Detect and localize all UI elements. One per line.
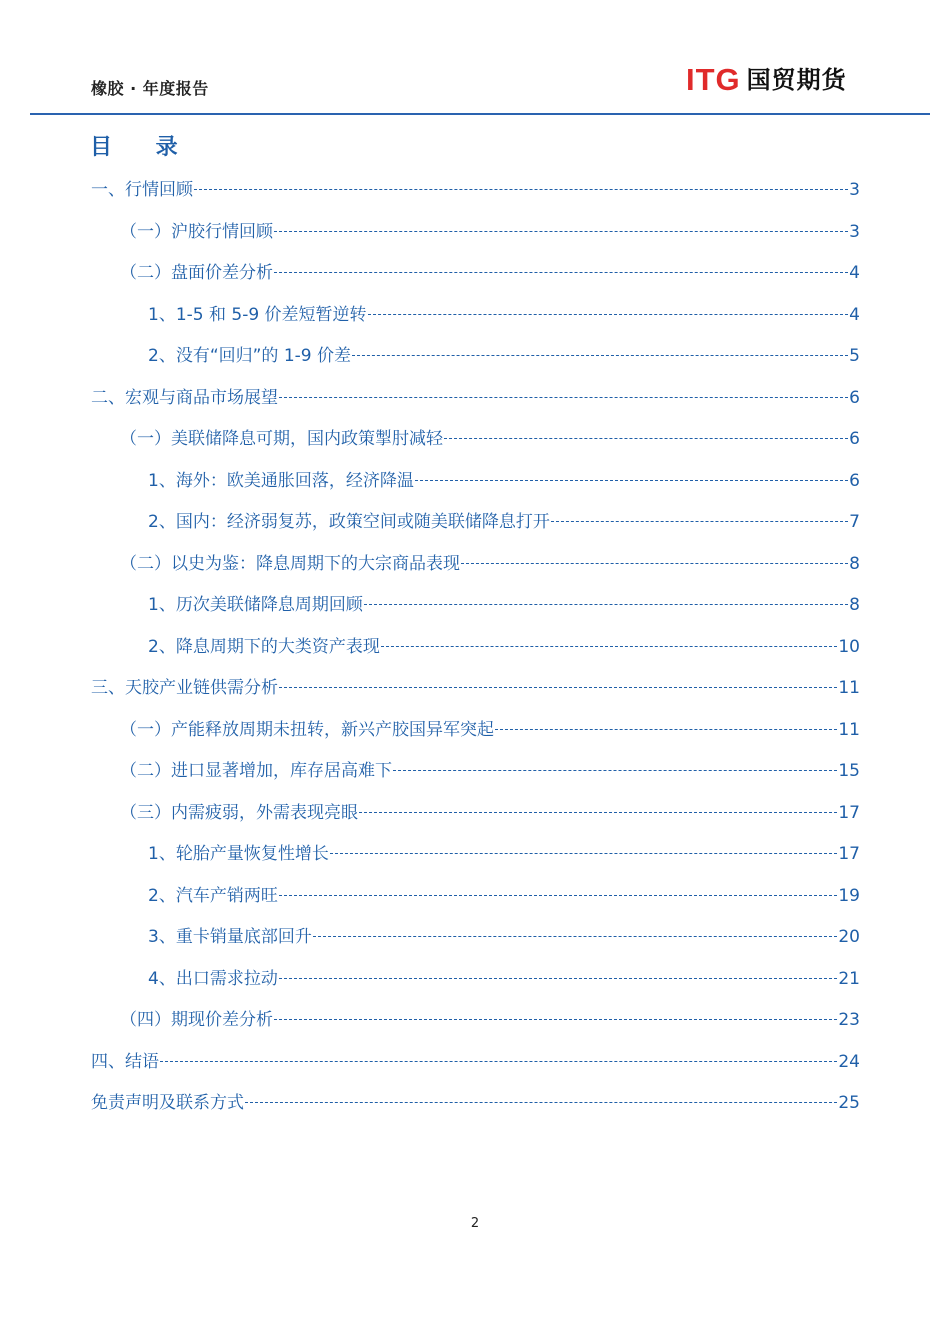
toc-entry-label: 免责声明及联系方式 xyxy=(91,1093,244,1113)
toc-entry-label: 2、国内：经济弱复苏，政策空间或随美联储降息打开 xyxy=(148,512,550,532)
toc-entry[interactable] xyxy=(91,175,860,201)
toc-leader-dashes xyxy=(279,977,838,979)
toc-entry-label: （二）进口显著增加，库存居高难下 xyxy=(120,761,392,781)
toc-leader-dashes xyxy=(495,728,837,730)
toc-entry-page: 17 xyxy=(838,803,860,823)
report-header-title: 橡胶 · 年度报告 xyxy=(91,79,209,98)
toc-entry-label: 2、没有“回归”的 1-9 价差 xyxy=(148,346,352,366)
toc-entry-label: （三）内需疲弱，外需表现亮眼 xyxy=(120,803,358,823)
toc-leader-dashes xyxy=(359,811,837,813)
toc-entry-page: 23 xyxy=(838,1010,860,1030)
toc-entry-page: 20 xyxy=(838,927,860,947)
toc-entry-page: 10 xyxy=(838,637,860,657)
toc-leader-dashes xyxy=(279,686,837,688)
toc-entry-page: 3 xyxy=(849,180,860,200)
toc-entry-label: 3、重卡销量底部回升 xyxy=(148,927,312,947)
toc-leader-dashes xyxy=(279,396,848,398)
toc-entry-page: 19 xyxy=(838,886,860,906)
toc-leader-dashes xyxy=(461,562,848,564)
toc-entry-page: 4 xyxy=(849,263,860,283)
page-number: 2 xyxy=(470,1216,480,1231)
toc-entry-label: （二）盘面价差分析 xyxy=(120,263,273,283)
toc-leader-dashes xyxy=(313,935,838,937)
toc-entry[interactable] xyxy=(148,590,860,616)
toc-entry-page: 7 xyxy=(849,512,860,532)
toc-entry-label: 4、出口需求拉动 xyxy=(148,969,278,989)
toc-entry-page: 3 xyxy=(849,222,860,242)
toc-leader-dashes xyxy=(274,1018,837,1020)
toc-leader-dashes xyxy=(245,1101,837,1103)
toc-entry-page: 11 xyxy=(838,678,860,698)
toc-entry-label: （二）以史为鉴：降息周期下的大宗商品表现 xyxy=(120,554,460,574)
toc-entry[interactable] xyxy=(148,964,860,990)
toc-entry-page: 24 xyxy=(838,1052,860,1072)
toc-entry-page: 21 xyxy=(838,969,860,989)
toc-entry-page: 6 xyxy=(849,388,860,408)
toc-entry[interactable] xyxy=(91,1088,860,1114)
toc-leader-dashes xyxy=(160,1060,837,1062)
company-logo xyxy=(686,60,847,100)
toc-leader-dashes xyxy=(444,437,848,439)
toc-entry[interactable] xyxy=(91,1047,860,1073)
toc-entry-label: （一）美联储降息可期，国内政策掣肘减轻 xyxy=(120,429,443,449)
toc-entry[interactable] xyxy=(148,922,860,948)
toc-entry[interactable] xyxy=(120,424,860,450)
toc-entry[interactable] xyxy=(120,798,860,824)
toc-entry-label: （一）产能释放周期未扭转，新兴产胶国异军突起 xyxy=(120,720,494,740)
toc-entry-page: 8 xyxy=(849,554,860,574)
toc-entry-label: 1、历次美联储降息周期回顾 xyxy=(148,595,363,615)
toc-title: 目 录 xyxy=(90,135,196,160)
toc-leader-dashes xyxy=(393,769,837,771)
logo-text: 国贸期货 xyxy=(746,66,847,94)
toc-entry[interactable] xyxy=(91,673,860,699)
toc-entry[interactable] xyxy=(120,549,860,575)
toc-entry-label: （一）沪胶行情回顾 xyxy=(120,222,273,242)
toc-entry-label: 1、海外：欧美通胀回落，经济降温 xyxy=(148,471,414,491)
toc-entry-page: 6 xyxy=(849,429,860,449)
toc-leader-dashes xyxy=(352,354,848,356)
toc-entry-label: 三、天胶产业链供需分析 xyxy=(91,678,278,698)
toc-leader-dashes xyxy=(274,271,848,273)
toc-entry[interactable] xyxy=(120,258,860,284)
toc-entry-page: 4 xyxy=(849,305,860,325)
toc-entry-label: 1、轮胎产量恢复性增长 xyxy=(148,844,329,864)
toc-entry[interactable] xyxy=(148,881,860,907)
toc-entry[interactable] xyxy=(148,839,860,865)
toc-leader-dashes xyxy=(381,645,838,647)
toc-entry[interactable] xyxy=(91,383,860,409)
toc-leader-dashes xyxy=(364,603,848,605)
toc-entry-page: 25 xyxy=(838,1093,860,1113)
toc-entry-page: 6 xyxy=(849,471,860,491)
toc-entry[interactable] xyxy=(148,341,860,367)
toc-leader-dashes xyxy=(415,479,848,481)
toc-entry[interactable] xyxy=(120,217,860,243)
toc-entry-page: 15 xyxy=(838,761,860,781)
toc-entry-label: （四）期现价差分析 xyxy=(120,1010,273,1030)
toc-leader-dashes xyxy=(368,313,849,315)
toc-entry-label: 一、行情回顾 xyxy=(91,180,193,200)
toc-entry[interactable] xyxy=(120,1005,860,1031)
header-divider xyxy=(30,113,930,115)
toc-entry[interactable] xyxy=(148,300,860,326)
toc-entry-label: 2、降息周期下的大类资产表现 xyxy=(148,637,380,657)
toc-entry[interactable] xyxy=(148,632,860,658)
toc-entry-page: 11 xyxy=(838,720,860,740)
toc-leader-dashes xyxy=(194,188,848,190)
toc-entry-label: 二、宏观与商品市场展望 xyxy=(91,388,278,408)
toc-leader-dashes xyxy=(551,520,848,522)
toc-entry-label: 四、结语 xyxy=(91,1052,159,1072)
toc-entry-label: 2、汽车产销两旺 xyxy=(148,886,278,906)
toc-entry-page: 5 xyxy=(849,346,860,366)
toc-entry-page: 17 xyxy=(838,844,860,864)
toc-leader-dashes xyxy=(279,894,838,896)
toc-entry[interactable] xyxy=(148,466,860,492)
toc-entry[interactable] xyxy=(120,756,860,782)
toc-leader-dashes xyxy=(330,852,838,854)
toc-entry-page: 8 xyxy=(849,595,860,615)
logo-mark: ITG xyxy=(686,62,741,97)
toc-entry[interactable] xyxy=(148,507,860,533)
toc-entry-label: 1、1-5 和 5-9 价差短暂逆转 xyxy=(148,305,367,325)
toc-entry[interactable] xyxy=(120,715,860,741)
toc-leader-dashes xyxy=(274,230,848,232)
